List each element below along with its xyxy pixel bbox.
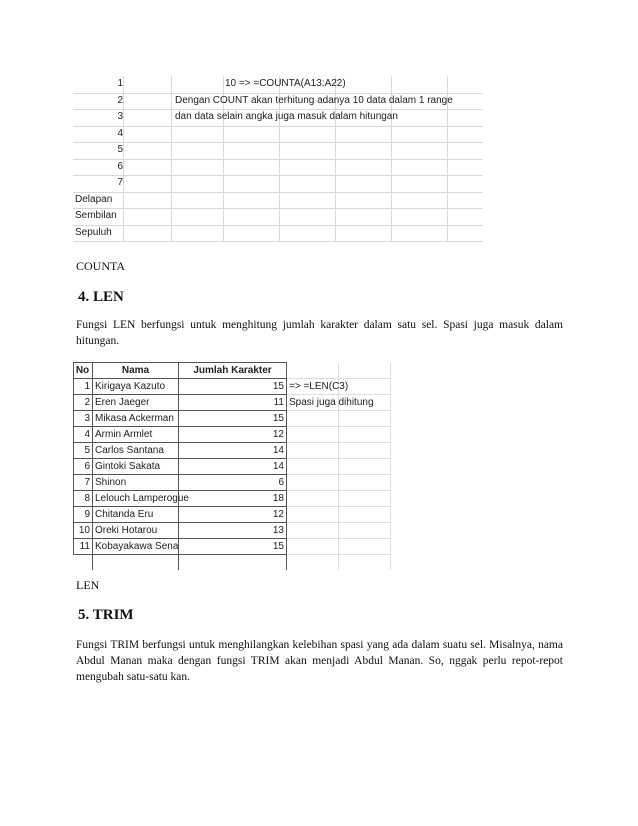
empty-cell — [339, 507, 391, 523]
empty-cell — [93, 555, 179, 570]
empty-cell — [339, 379, 391, 395]
empty-cell — [339, 427, 391, 443]
table-row — [73, 475, 391, 491]
cell-nama: Oreki Hotarou — [93, 523, 179, 539]
cell-jumlah: 14 — [179, 459, 287, 475]
sheet-cell-a: 5 — [117, 144, 123, 155]
sheet-row — [73, 175, 483, 193]
cell-nama: Mikasa Ackerman — [93, 411, 179, 427]
sheet-cell-a: 2 — [117, 94, 123, 106]
cell-nama: Kirigaya Kazuto — [93, 379, 179, 395]
sheet-row — [73, 208, 483, 226]
cell-note — [287, 427, 339, 443]
caption-counta: COUNTA — [76, 259, 126, 273]
cell-nama: Chitanda Eru — [93, 507, 179, 523]
empty-cell — [339, 491, 391, 507]
empty-cell — [179, 555, 287, 570]
cell-nama: Gintoki Sakata — [93, 459, 179, 475]
empty-cell — [339, 475, 391, 491]
cell-note: => =LEN(C3) — [287, 379, 339, 395]
sheet-cell-text: Dengan COUNT akan terhitung adanya 10 data dalam 1 range — [175, 94, 453, 106]
table-row — [73, 395, 391, 411]
section-5-paragraph: Fungsi TRIM berfungsi untuk menghilangkan kelebihan spasi yang ada dalam suatu sel. Misalnya, nama Abdul Manan maka dengan fungsi TRIM akan menjadi Abdul Manan. So, nggak perlu repot-repot mengubah satu-satu kan. — [76, 639, 563, 683]
cell-jumlah: 6 — [179, 475, 287, 491]
empty-cell — [339, 363, 391, 379]
sheet-row — [73, 192, 483, 210]
cell-no: 4 — [73, 427, 93, 443]
cell-jumlah: 18 — [179, 491, 287, 507]
cell-no: 3 — [73, 411, 93, 427]
sheet-cell-a: Sepuluh — [75, 226, 112, 238]
empty-cell — [339, 523, 391, 539]
cell-jumlah: 15 — [179, 539, 287, 555]
cell-no: 6 — [73, 459, 93, 475]
table-row — [73, 491, 391, 507]
sheet-cell-a: 7 — [117, 177, 123, 188]
empty-cell — [339, 459, 391, 475]
cell-nama: Armin Armlet — [93, 427, 179, 443]
counta-spreadsheet-image — [73, 76, 483, 242]
sheet-cell-text: 10 => =COUNTA(A13:A22) — [225, 78, 346, 89]
sheet-row — [73, 76, 483, 94]
sheet-row — [73, 93, 483, 111]
cell-no: 2 — [73, 395, 93, 411]
cell-note — [287, 475, 339, 491]
empty-cell — [339, 555, 391, 570]
empty-cell — [287, 555, 339, 570]
cell-nama: Eren Jaeger — [93, 395, 179, 411]
table-row — [73, 379, 391, 395]
cell-no: 10 — [73, 523, 93, 539]
table-row — [73, 427, 391, 443]
empty-cell — [339, 411, 391, 427]
sheet-cell-text: dan data selain angka juga masuk dalam hitungan — [175, 111, 398, 122]
table-row — [73, 443, 391, 459]
caption-len: LEN — [76, 578, 100, 592]
cell-note — [287, 411, 339, 427]
sheet-row — [73, 126, 483, 144]
cell-note — [287, 539, 339, 555]
cell-jumlah: 12 — [179, 427, 287, 443]
cell-jumlah: 12 — [179, 507, 287, 523]
sheet-row — [73, 109, 483, 127]
cell-no: 11 — [73, 539, 93, 555]
sheet-row — [73, 159, 483, 177]
sheet-cell-a: 3 — [117, 111, 123, 122]
header-jumlah-karakter: Jumlah Karakter — [179, 363, 287, 379]
sheet-cell-a: Delapan — [75, 193, 113, 205]
len-spreadsheet-image — [73, 362, 391, 570]
section-4-heading: 4. LEN — [78, 289, 124, 305]
cell-nama: Shinon — [93, 475, 179, 491]
sheet-cell-a: Sembilan — [75, 210, 117, 221]
cell-note — [287, 491, 339, 507]
table-row — [73, 459, 391, 475]
cell-note — [287, 443, 339, 459]
cell-jumlah: 11 — [179, 395, 287, 411]
cell-nama: Carlos Santana — [93, 443, 179, 459]
sheet-cell-a: 4 — [117, 127, 123, 139]
cell-jumlah: 14 — [179, 443, 287, 459]
empty-cell — [339, 539, 391, 555]
empty-cell — [287, 363, 339, 379]
empty-cell — [339, 395, 391, 411]
cell-note: Spasi juga dihitung — [287, 395, 339, 411]
cell-note — [287, 459, 339, 475]
cell-jumlah: 13 — [179, 523, 287, 539]
cell-note — [287, 507, 339, 523]
table-row — [73, 539, 391, 555]
section-5-heading: 5. TRIM — [78, 607, 134, 623]
cell-no: 9 — [73, 507, 93, 523]
table-row — [73, 523, 391, 539]
table-row — [73, 507, 391, 523]
empty-cell — [73, 555, 93, 570]
sheet-cell-a: 6 — [117, 160, 123, 172]
sheet-cell-a: 1 — [117, 78, 123, 89]
table-row — [73, 411, 391, 427]
header-nama: Nama — [93, 363, 179, 379]
cell-jumlah: 15 — [179, 379, 287, 395]
sheet-row — [73, 142, 483, 160]
cell-nama: Kobayakawa Sena — [93, 539, 179, 555]
cell-nama: Lelouch Lamperogue — [93, 491, 179, 507]
table-row-empty — [73, 555, 391, 570]
table-header-row — [73, 363, 391, 379]
cell-note — [287, 523, 339, 539]
cell-jumlah: 15 — [179, 411, 287, 427]
cell-no: 7 — [73, 475, 93, 491]
empty-cell — [339, 443, 391, 459]
cell-no: 5 — [73, 443, 93, 459]
cell-no: 8 — [73, 491, 93, 507]
cell-no: 1 — [73, 379, 93, 395]
header-no: No — [73, 363, 93, 379]
section-4-paragraph: Fungsi LEN berfungsi untuk menghitung jumlah karakter dalam satu sel. Spasi juga masuk dalam hitungan. — [76, 319, 563, 347]
sheet-row — [73, 225, 483, 243]
